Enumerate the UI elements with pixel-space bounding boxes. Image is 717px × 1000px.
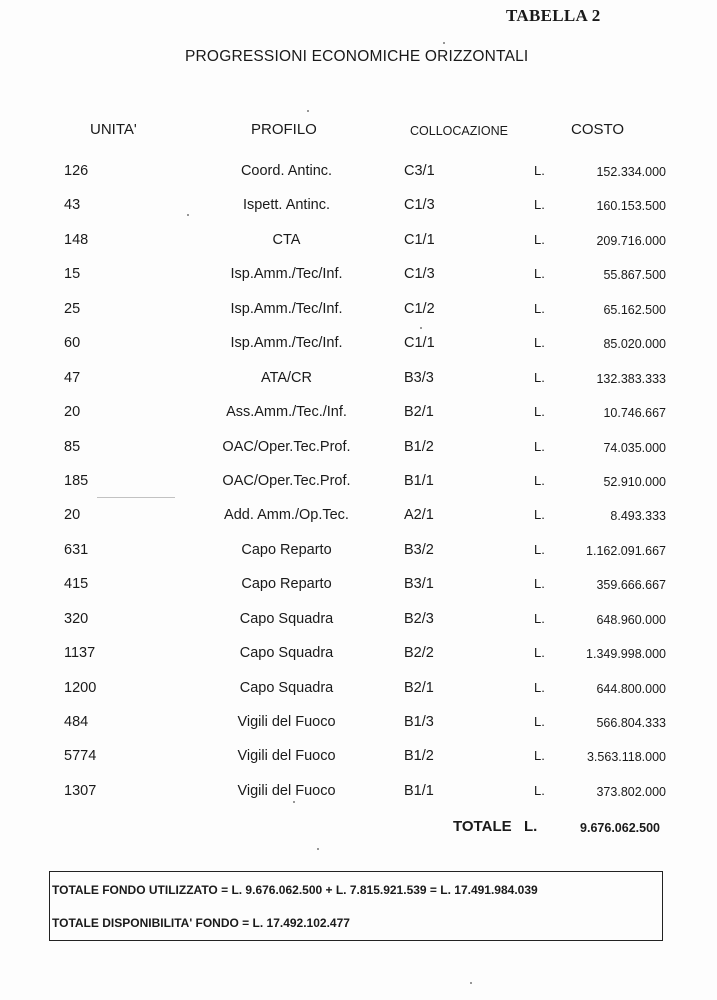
cell-unita: 25: [64, 300, 81, 317]
cell-profilo: Ass.Amm./Tec./Inf.: [226, 404, 347, 421]
cell-collocazione: B1/1: [404, 782, 434, 799]
cell-collocazione: C1/1: [404, 335, 435, 352]
cell-collocazione: B1/1: [404, 472, 434, 489]
cell-valuta: L.: [534, 782, 545, 798]
scan-speck: [420, 327, 422, 329]
cell-collocazione: B3/2: [404, 541, 434, 558]
cell-profilo: Add. Amm./Op.Tec.: [224, 507, 349, 524]
cell-unita: 1307: [64, 782, 97, 799]
cell-profilo: Capo Reparto: [241, 576, 332, 593]
cell-valuta: L.: [534, 610, 545, 626]
cell-valuta: L.: [534, 266, 545, 282]
cell-profilo: Capo Squadra: [239, 679, 334, 696]
cell-costo: 8.493.333: [610, 509, 666, 524]
cell-unita: 126: [64, 163, 89, 179]
cell-costo: 52.910.000: [603, 474, 666, 489]
table-row: [0, 680, 717, 714]
cell-collocazione: B1/2: [404, 748, 434, 765]
scan-speck: [307, 110, 309, 112]
scan-speck: [317, 848, 319, 850]
table-row: [0, 335, 717, 369]
table-row: [0, 370, 717, 404]
cell-unita: 85: [64, 438, 81, 455]
summary-box: [49, 871, 663, 941]
table-row: [0, 197, 717, 231]
cell-unita: 484: [64, 714, 89, 731]
cell-valuta: L.: [534, 369, 545, 385]
table-row: [0, 473, 717, 507]
cell-collocazione: B2/3: [404, 610, 434, 627]
cell-valuta: L.: [534, 679, 545, 695]
cell-valuta: L.: [534, 507, 545, 523]
cell-costo: 648.960.000: [596, 612, 666, 627]
cell-costo: 152.334.000: [596, 165, 666, 179]
cell-valuta: L.: [534, 231, 545, 247]
cell-valuta: L.: [534, 438, 545, 454]
cell-profilo: Vigili del Fuoco: [237, 748, 336, 765]
cell-profilo: Isp.Amm./Tec/Inf.: [230, 300, 343, 317]
scan-speck: [293, 801, 295, 803]
totale-label: TOTALE: [453, 818, 512, 835]
table-row: [0, 783, 717, 817]
cell-collocazione: C1/3: [404, 197, 435, 214]
cell-costo: 566.804.333: [596, 716, 666, 731]
table-row: [0, 748, 717, 782]
scan-speck: [187, 214, 189, 216]
cell-unita: 1200: [64, 679, 97, 696]
column-header-profilo: PROFILO: [251, 121, 317, 138]
cell-unita: 415: [64, 576, 89, 593]
summary-fondo-utilizzato: TOTALE FONDO UTILIZZATO = L. 9.676.062.500 + L. 7.815.921.539 = L. 17.491.984.039: [52, 883, 538, 897]
table-row: [0, 542, 717, 576]
cell-collocazione: C3/1: [404, 163, 435, 179]
cell-profilo: Vigili del Fuoco: [237, 714, 336, 731]
totale-value: 9.676.062.500: [580, 821, 660, 835]
table-row: [0, 576, 717, 610]
summary-disponibilita-fondo: TOTALE DISPONIBILITA' FONDO = L. 17.492.102.477: [52, 916, 350, 930]
cell-collocazione: B3/3: [404, 369, 434, 386]
cell-collocazione: C1/3: [404, 266, 435, 283]
cell-profilo: Isp.Amm./Tec/Inf.: [230, 335, 343, 352]
cell-valuta: L.: [534, 335, 545, 351]
table-number: TABELLA 2: [506, 6, 601, 25]
cell-collocazione: B2/2: [404, 645, 434, 662]
table-row: [0, 266, 717, 300]
cell-costo: 74.035.000: [603, 440, 666, 455]
table-row: [0, 404, 717, 438]
cell-valuta: L.: [534, 197, 545, 213]
cell-unita: 60: [64, 335, 81, 352]
scan-speck: [470, 982, 472, 984]
cell-unita: 15: [64, 266, 81, 283]
cell-collocazione: B2/1: [404, 679, 434, 696]
cell-costo: 644.800.000: [596, 681, 666, 696]
cell-costo: 132.383.333: [596, 371, 666, 386]
cell-costo: 359.666.667: [596, 578, 666, 593]
scan-artifact: [97, 497, 175, 498]
cell-costo: 209.716.000: [596, 233, 666, 248]
cell-costo: 160.153.500: [596, 199, 666, 214]
cell-valuta: L.: [534, 541, 545, 557]
cell-unita: 5774: [64, 748, 97, 765]
cell-profilo: Capo Squadra: [239, 645, 334, 662]
cell-valuta: L.: [534, 300, 545, 316]
cell-unita: 20: [64, 404, 81, 421]
cell-valuta: L.: [534, 576, 545, 592]
cell-costo: 1.349.998.000: [586, 647, 666, 662]
cell-valuta: L.: [534, 714, 545, 730]
cell-unita: 320: [64, 610, 89, 627]
cell-valuta: L.: [534, 472, 545, 488]
cell-costo: 65.162.500: [603, 302, 666, 317]
cell-collocazione: B1/2: [404, 438, 434, 455]
cell-valuta: L.: [534, 163, 545, 178]
cell-profilo: Coord. Antinc.: [240, 163, 333, 179]
cell-collocazione: B3/1: [404, 576, 434, 593]
cell-profilo: ATA/CR: [260, 369, 313, 386]
cell-costo: 85.020.000: [603, 337, 666, 352]
cell-costo: 3.563.118.000: [586, 750, 666, 765]
cell-unita: 20: [64, 507, 81, 524]
cell-valuta: L.: [534, 748, 545, 764]
cell-costo: 10.746.667: [603, 406, 666, 421]
cell-profilo: Isp.Amm./Tec/Inf.: [230, 266, 343, 283]
cell-costo: 373.802.000: [596, 784, 666, 799]
table-row: [0, 611, 717, 645]
cell-profilo: Capo Squadra: [239, 610, 334, 627]
table-row: [0, 439, 717, 473]
cell-collocazione: B1/3: [404, 714, 434, 731]
cell-collocazione: C1/2: [404, 300, 435, 317]
cell-collocazione: B2/1: [404, 404, 434, 421]
column-header-unita: UNITA': [90, 121, 137, 138]
cell-profilo: OAC/Oper.Tec.Prof.: [222, 438, 351, 455]
cell-unita: 1137: [64, 645, 96, 662]
table-row: [0, 507, 717, 541]
cell-valuta: L.: [534, 404, 545, 420]
cell-costo: 1.162.091.667: [586, 543, 666, 558]
cell-unita: 47: [64, 369, 81, 386]
cell-collocazione: A2/1: [404, 507, 434, 524]
table-row: [0, 714, 717, 748]
column-header-collocazione: COLLOCAZIONE: [410, 124, 508, 138]
cell-costo: 55.867.500: [603, 268, 666, 283]
table-row: [0, 301, 717, 335]
cell-unita: 185: [64, 472, 89, 489]
table-row: [0, 645, 717, 679]
totale-currency: L.: [524, 818, 538, 835]
table-row: [0, 163, 717, 197]
cell-unita: 631: [64, 541, 89, 558]
column-header-costo: COSTO: [571, 121, 625, 138]
document-title: PROGRESSIONI ECONOMICHE ORIZZONTALI: [185, 48, 529, 65]
cell-valuta: L.: [534, 645, 545, 661]
cell-collocazione: C1/1: [404, 231, 435, 248]
scan-speck: [443, 42, 445, 44]
cell-profilo: OAC/Oper.Tec.Prof.: [222, 472, 351, 489]
cell-profilo: Vigili del Fuoco: [237, 782, 336, 799]
cell-profilo: Capo Reparto: [241, 541, 332, 558]
cell-unita: 43: [64, 197, 81, 214]
table-row: [0, 232, 717, 266]
cell-profilo: CTA: [272, 231, 301, 248]
cell-unita: 148: [64, 231, 89, 248]
cell-profilo: Ispett. Antinc.: [242, 197, 331, 214]
